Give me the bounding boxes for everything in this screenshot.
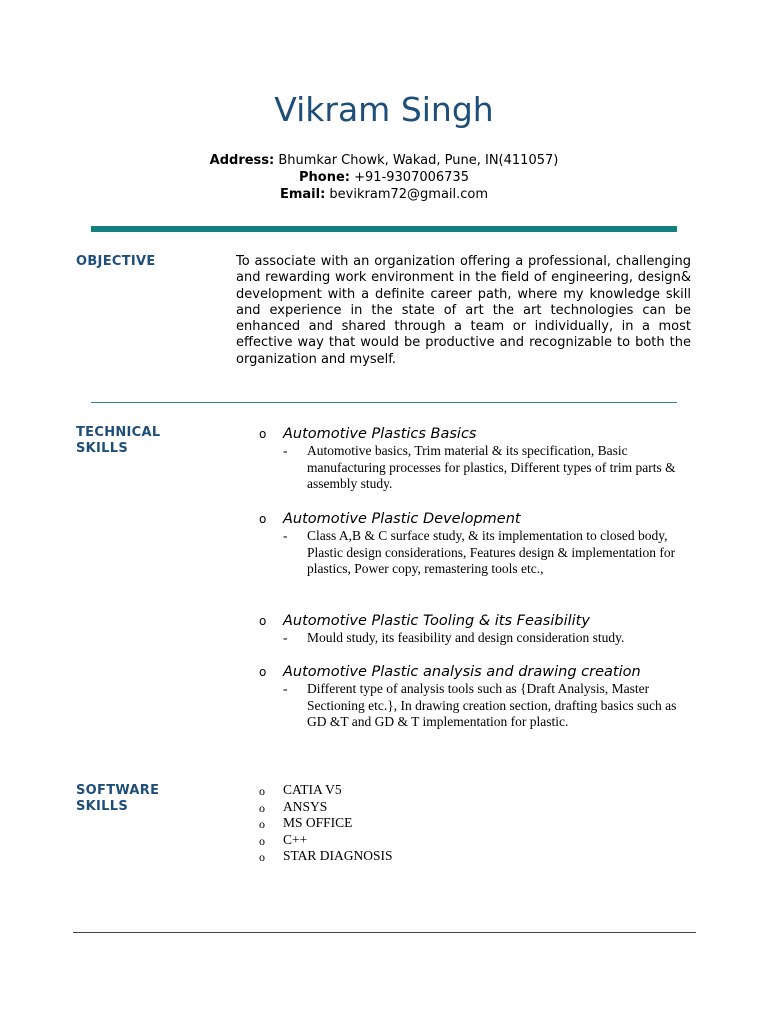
software-item xyxy=(259,832,393,849)
technical-skill-group-4 xyxy=(259,663,699,731)
technical-skill-group-3 xyxy=(259,612,699,647)
email-line xyxy=(0,186,768,203)
skill-description-text: Class A,B & C surface study, & its implementation to closed body, Plastic design considerations, Features design & implementation for plastics, Power copy, remastering tools etc., xyxy=(307,528,676,577)
address-line xyxy=(0,152,768,169)
skill-heading xyxy=(259,663,699,681)
technical-skill-group-1 xyxy=(259,425,699,493)
circle-bullet-icon: o xyxy=(259,784,265,798)
software-item-text: ANSYS xyxy=(283,798,328,814)
circle-bullet-icon: o xyxy=(259,512,267,526)
address-value: Bhumkar Chowk, Wakad, Pune, IN(411057) xyxy=(278,153,559,168)
software-skills-title-line2: SKILLS xyxy=(76,799,129,814)
skill-description xyxy=(259,681,687,731)
email-label: Email: xyxy=(279,187,326,202)
skill-description-text: Mould study, its feasibility and design consideration study. xyxy=(307,630,625,645)
skill-description xyxy=(259,443,687,493)
technical-skills-title xyxy=(76,425,160,457)
software-item-text: CATIA V5 xyxy=(283,782,342,797)
contact-block xyxy=(0,152,768,203)
skill-description xyxy=(259,630,687,647)
skill-description-text: Different type of analysis tools such as {Draft Analysis, Master Sectioning etc.}, In drawing creation section, drafting basics such as GD &T and GD & T implementation for plastic. xyxy=(307,681,677,730)
software-item xyxy=(259,782,393,799)
technical-skills-title-line1: TECHNICAL xyxy=(76,425,161,440)
phone-line xyxy=(0,169,768,186)
footer-divider xyxy=(73,932,696,933)
phone-label: Phone: xyxy=(299,170,350,185)
skill-heading-text: Automotive Plastics Basics xyxy=(283,426,477,442)
software-item-text: C++ xyxy=(283,831,308,847)
software-item-text: STAR DIAGNOSIS xyxy=(283,848,393,864)
phone-value: +91-9307006735 xyxy=(354,170,469,185)
software-item xyxy=(259,815,393,832)
skill-heading-text: Automotive Plastic analysis and drawing creation xyxy=(283,664,641,680)
candidate-name: Vikram Singh xyxy=(274,90,494,129)
dash-bullet-icon: - xyxy=(283,528,288,543)
software-item-text: MS OFFICE xyxy=(283,815,353,831)
software-list xyxy=(259,782,393,865)
skill-description-text: Automotive basics, Trim material & its specification, Basic manufacturing processes for plastics, Different types of trim parts & assembly study. xyxy=(307,443,676,492)
circle-bullet-icon: o xyxy=(259,427,267,441)
dash-bullet-icon: - xyxy=(283,630,288,645)
objective-text: To associate with an organization offering a professional, challenging and rewarding work environment in the field of engineering, design& development with a definite career path, where my knowledge skill and experience in the state of art the art technologies can be enhanced and shared through a team or individually, in a most effective way that would be productive and recognizable to both the organization and myself. xyxy=(236,254,691,367)
circle-bullet-icon: o xyxy=(259,817,265,832)
circle-bullet-icon: o xyxy=(259,665,267,679)
circle-bullet-icon: o xyxy=(259,614,267,628)
objective-title: OBJECTIVE xyxy=(76,254,156,269)
circle-bullet-icon: o xyxy=(259,850,265,865)
email-value: bevikram72@gmail.com xyxy=(329,187,489,202)
objective-divider xyxy=(91,402,677,403)
skill-heading xyxy=(259,425,699,443)
dash-bullet-icon: - xyxy=(283,443,288,458)
skill-heading-text: Automotive Plastic Tooling & its Feasibility xyxy=(283,613,590,629)
software-item xyxy=(259,799,393,816)
header-divider xyxy=(91,226,677,232)
dash-bullet-icon: - xyxy=(283,681,288,696)
skill-description xyxy=(259,528,687,578)
address-label: Address: xyxy=(209,153,275,168)
software-skills-title-line1: SOFTWARE xyxy=(76,783,160,798)
skill-heading xyxy=(259,510,699,528)
software-item xyxy=(259,848,393,865)
circle-bullet-icon: o xyxy=(259,800,265,815)
skill-heading-text: Automotive Plastic Development xyxy=(283,511,521,527)
skill-heading xyxy=(259,612,699,630)
software-skills-title xyxy=(76,783,159,815)
circle-bullet-icon: o xyxy=(259,833,265,848)
technical-skill-group-2 xyxy=(259,510,699,578)
technical-skills-title-line2: SKILLS xyxy=(76,441,129,456)
